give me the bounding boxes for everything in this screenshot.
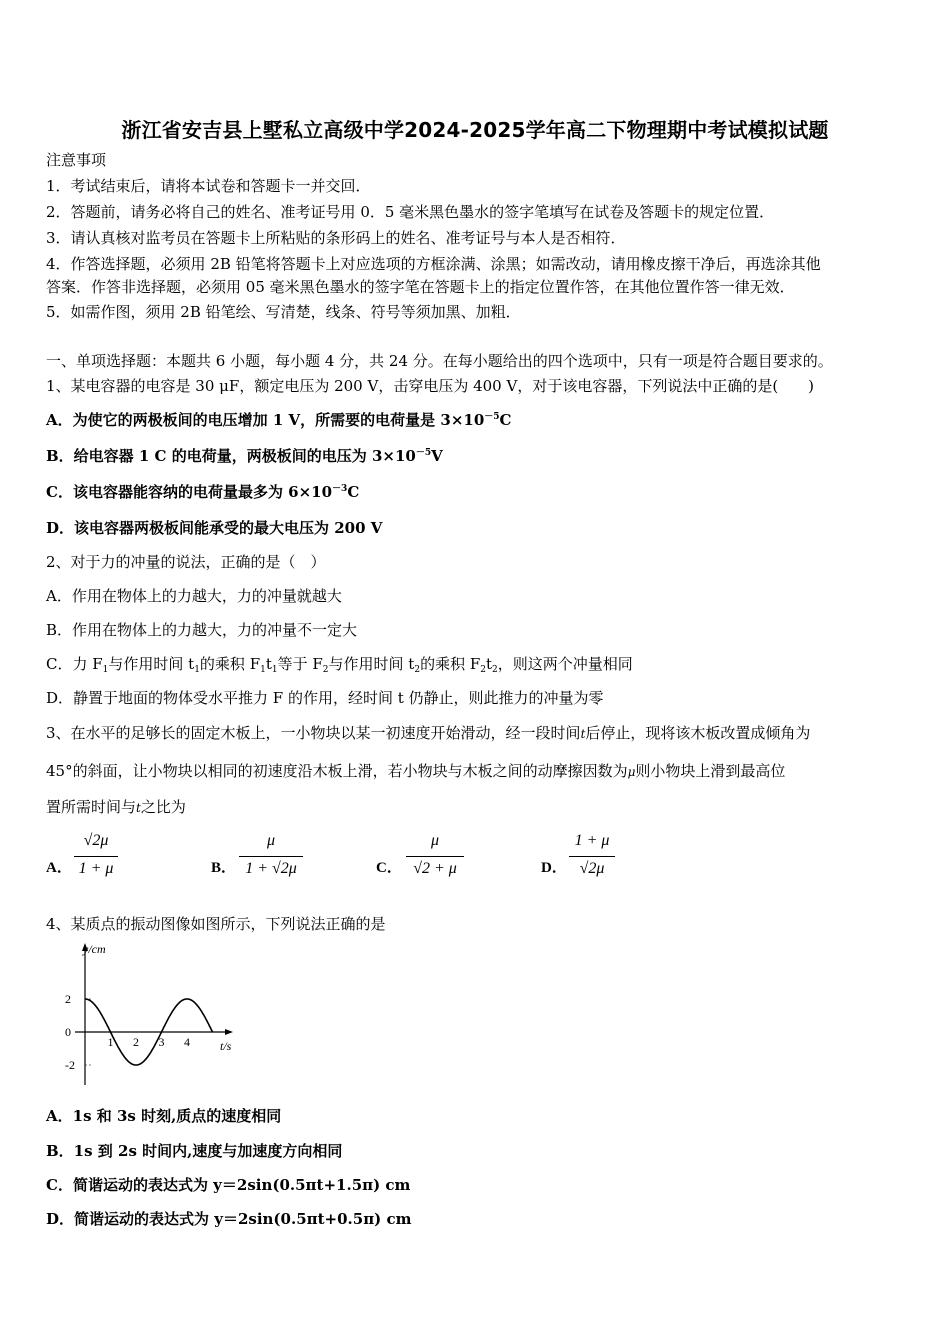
q4-option-c: C．简谐运动的表达式为 y＝2sin(0.5πt+1.5π) cm (46, 1176, 411, 1194)
y-tick-label: -2 (65, 1058, 75, 1072)
x-tick-label: 1 (107, 1035, 114, 1049)
x-tick-label: 2 (133, 1035, 139, 1049)
section-heading: 一、单项选择题：本题共 6 小题，每小题 4 分，共 24 分。在每小题给出的四个选项中，只有一项是符合题目要求的。 (46, 352, 833, 370)
q2-option-b: B．作用在物体上的力越大，力的冲量不一定大 (46, 621, 358, 639)
notice-item-1: 1．考试结束后，请将本试卷和答题卡一并交回． (46, 177, 371, 195)
notice-heading: 注意事项 (46, 151, 107, 169)
x-axis-label: t/s (220, 1039, 232, 1053)
q2-option-a: A．作用在物体上的力越大，力的冲量就越大 (46, 587, 342, 605)
q1-option-a: A．为使它的两极板间的电压增加 1 V，所需要的电荷量是 $3\times 10^{-5}C$ (46, 411, 512, 429)
notice-item-5: 5．如需作图，须用 2B 铅笔绘、写清楚，线条、符号等须加黑、加粗． (46, 303, 521, 321)
q4-option-d: D．简谐运动的表达式为 y＝2sin(0.5πt+0.5π) cm (46, 1210, 412, 1228)
x-tick-label: 3 (158, 1035, 165, 1049)
notice-item-3: 3．请认真核对监考员在答题卡上所粘贴的条形码上的姓名、准考证号与本人是否相符． (46, 229, 626, 247)
x-axis-arrow (225, 1029, 233, 1035)
q1-option-b: B．给电容器 1 C 的电荷量，两极板间的电压为 $3\times 10^{-5}V$ (46, 447, 443, 465)
page-title: 浙江省安吉县上墅私立高级中学2024-2025学年高二下物理期中考试模拟试题 (121, 118, 829, 142)
notice-item-2: 2．答题前，请务必将自己的姓名、准考证号用 0．5 毫米黑色墨水的签字笔填写在试卷及答题卡的规定位置． (46, 203, 775, 221)
q1-stem: 1、某电容器的电容是 30 μF，额定电压为 200 V，击穿电压为 400 V，对于该电容器，下列说法中正确的是( ) (46, 377, 815, 395)
notice-item-4: 4．作答选择题，必须用 2B 铅笔将答题卡上对应选项的方框涂满、涂黑；如需改动，请用橡皮擦干净后，再选涂其他 (46, 255, 821, 273)
notice-item-4-cont: 答案．作答非选择题，必须用 05 毫米黑色墨水的签字笔在答题卡上的指定位置作答，在其他位置作答一律无效． (46, 278, 795, 296)
q4-option-b: B．1s 到 2s 时间内,速度与加速度方向相同 (46, 1142, 343, 1160)
q3-stem-line3: 置所需时间与t之比为 (46, 798, 186, 816)
q3-stem-line1: 3、在水平的足够长的固定木板上，一小物块以某一初速度开始滑动，经一段时间t后停止，现将该木板改置成倾角为 (46, 724, 811, 742)
x-tick-label: 4 (184, 1035, 190, 1049)
q3-stem-line2: 45°的斜面，让小物块以相同的初速度沿木板上滑，若小物块与木板之间的动摩擦因数为μ则小物块上滑到最高位 (46, 762, 786, 780)
q2-option-c: C．力 $F_1$与作用时间 $t_1$的乘积 $F_1t_1$等于 $F_2$与作用时间 $t_2$的乘积 $F_2t_2$，则这两个冲量相同 (46, 655, 633, 675)
y-axis-label: y/cm (83, 942, 106, 956)
q4-stem: 4、某质点的振动图像如图所示，下列说法正确的是 (46, 915, 386, 933)
q2-stem: 2、对于力的冲量的说法，正确的是（ ） (46, 553, 326, 571)
q2-option-d: D．静置于地面的物体受水平推力 F 的作用，经时间 t 仍静止，则此推力的冲量为零 (46, 689, 604, 707)
q1-option-d: D．该电容器两极板间能承受的最大电压为 200 V (46, 519, 383, 537)
y-tick-label: 0 (65, 1025, 71, 1039)
y-tick-label: 2 (65, 992, 71, 1006)
oscillation-graph (55, 940, 245, 1090)
q4-option-a: A．1s 和 3s 时刻,质点的速度相同 (46, 1107, 282, 1125)
q1-option-c: C．该电容器能容纳的电荷量最多为 $6\times 10^{-3}C$ (46, 483, 360, 501)
